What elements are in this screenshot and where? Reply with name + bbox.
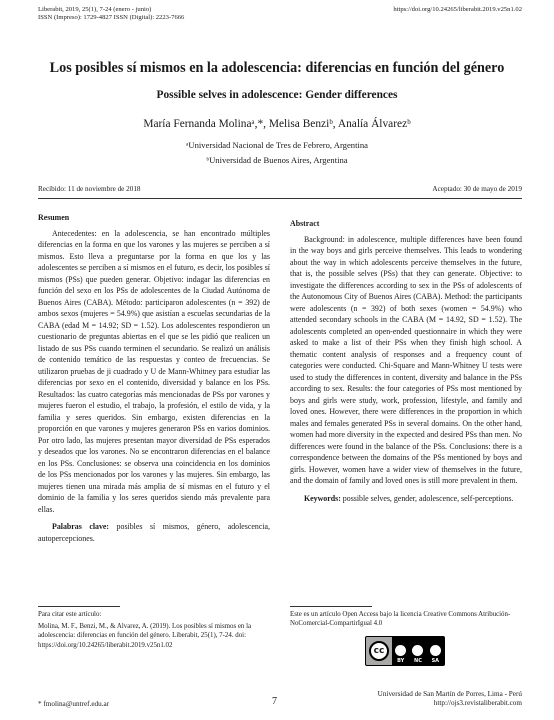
abstract-keywords-text: possible selves, gender, adolescence, self-perceptions. xyxy=(340,493,514,503)
publisher-url[interactable]: http://ojs3.revistaliberabit.com xyxy=(433,699,522,707)
header-divider xyxy=(38,198,522,199)
resumen-section xyxy=(38,212,270,544)
cc-by-icon xyxy=(395,645,406,664)
corresponding-email[interactable]: * fmolina@untref.edu.ar xyxy=(38,700,110,708)
nc-dollar-icon xyxy=(412,645,423,656)
journal-citation: Liberabit, 2019, 25(1), 7-24 (enero - junio) xyxy=(38,6,152,13)
sa-share-icon xyxy=(430,645,441,656)
cc-sa-icon xyxy=(430,645,441,664)
abstract-body: Background: in adolescence, multiple differences have been found in the way boys and girls perceive themselves. This leads to wondering about the way in which adolescents perceive themselves in the future, that is, the possible selves (PSs) that they can generate. Objective: to investigate the differences according to sex in the PSs of adolescents of the Autonomous City of Buenos Aires (CABA). Method: the participants were adolescents (n = 392) of both sexes (women = 54.9%) who attended secondary schools in the CABA (M = 14.92, SD = 1.52). The adolescents completed an open-ended questionnaire in which they were asked to make a list of their PSs when they finish high school. A thematic content analysis of responses and a frequency count of categories were conducted. Chi-Square and Mann-Whitney U tests were used to study the differences in content, diversity and balance in the PSs according to sex. Results: the four categories of PSs most mentioned by boys and girls were study, work, profession, lifestyle, and family and loved ones. However, there were differences in the proportion in which males and females generated PSs in several domains. On the other hand, women had more diversity in the expected and desired PSs than men. No differences were found in the balance of the PSs. Conclusions: there is a correspondence between the domains of the PSs mentioned by boys and girls. However, women have a wider view of themselves in the future, and the domain of family and loved ones is still more prevalent in them. xyxy=(290,234,522,485)
cc-logo-text: cc xyxy=(369,641,389,661)
citation-text: Molina, M. F., Benzi, M., & Alvarez, A. (2019). Los posibles sí mismos en la adolescencia: diferencias en función del género. Liberabit, 25(1), 7-24. doi: https://doi.org/10.24265/liberabit.2019.v25n1.02 xyxy=(38,623,252,649)
received-date: Recibido: 11 de noviembre de 2018 xyxy=(38,185,141,193)
author-list: María Fernanda Molinaᵃ,*, Melisa Benziᵇ, Analía Álvarezᵇ xyxy=(143,118,411,130)
resumen-keywords-text: posibles sí mismos, género, adolescencia, autopercepciones. xyxy=(38,522,270,543)
cc-logo-icon xyxy=(366,637,392,665)
affiliation-b: ᵇUniversidad de Buenos Aires, Argentina xyxy=(206,155,348,165)
cc-terms-strip xyxy=(392,637,444,665)
issn-line: ISSN (Impreso): 1729-4827 ISSN (Digital): 2223-7666 xyxy=(38,14,185,22)
citation-block xyxy=(38,610,270,650)
article-subtitle: Possible selves in adolescence: Gender differences xyxy=(156,89,398,101)
by-label: BY xyxy=(397,658,405,664)
affiliation-a: ᵃUniversidad Nacional de Tres de Febrero, Argentina xyxy=(186,140,368,150)
article-title: Los posibles sí mismos en la adolescencia: diferencias en función del género xyxy=(49,60,505,76)
header-doi-link[interactable]: https://doi.org/10.24265/liberabit.2019.v25n1.02 xyxy=(393,6,522,13)
resumen-keywords xyxy=(38,521,270,544)
cc-nc-icon xyxy=(412,645,423,664)
cc-license-badge[interactable] xyxy=(365,636,445,666)
accepted-date: Aceptado: 30 de mayo de 2019 xyxy=(432,185,522,193)
publisher-name: Universidad de San Martín de Porres, Lima - Perú xyxy=(377,690,522,698)
page-number: 7 xyxy=(272,696,277,707)
abstract-keywords xyxy=(290,493,522,505)
resumen-keywords-label: Palabras clave: xyxy=(52,522,110,531)
sa-label: SA xyxy=(431,658,440,664)
citation-rule xyxy=(38,606,120,607)
abstract-heading: Abstract xyxy=(290,219,320,228)
license-text: Este es un artículo Open Access bajo la licencia Creative Commons Atribución-NoComercial-CompartirIgual 4.0 xyxy=(290,611,511,628)
publisher-block xyxy=(378,690,522,708)
abstract-section xyxy=(290,218,522,504)
resumen-heading: Resumen xyxy=(38,213,70,222)
license-rule xyxy=(290,606,372,607)
journal-header xyxy=(38,6,184,22)
nc-label: NC xyxy=(414,658,422,664)
citation-label: Para citar este artículo: xyxy=(38,611,102,618)
resumen-body: Antecedentes: en la adolescencia, se han encontrado múltiples diferencias en la forma en que los varones y las mujeres se perciben a sí mismos. Esto lleva a preguntarse por la forma en que los y las adolescentes se perciben a sí mismos en el futuro, es decir, los posibles sí mismos (PSs) que pueden generar. Objetivo: indagar las diferencias en función del sexo en los PSs de adolescentes de la Ciudad Autónoma de Buenos Aires (CABA). Método: participaron adolescentes (n = 392) de ambos sexos (mujeres = 54.9%) que asistían a escuelas secundarias de la CABA (edad M = 14.92; SD = 1.52). Los adolescentes respondieron un cuestionario de preguntas abiertas en el que se les pidió que realicen un listado de sus PSs cuando terminen el secundario. Se realizó un análisis de contenido temático de las respuestas y conteo de frecuencias. Se utilizaron pruebas de ji cuadrado y U de Mann-Whitney para estudiar las diferencias por sexo en el contenido, diversidad y balance en los PSs. Resultados: las cuatro categorías más mencionadas de PSs por varones y mujeres fueron el estudio, el trabajo, la profesión, el estilo de vida, y la familia y seres queridos. Sin embargo, existen diferencias en la proporción en que varones y mujeres generaron PSs en varios dominios. Por otro lado, las mujeres presentan mayor diversidad de PSs esperados y deseados que los varones. No se encontraron diferencias en el balance en los PSs. Conclusiones: se observa una coincidencia en los dominios de los PSs mencionados por los varones y las mujeres. Sin embargo, las mujeres tienen una mirada más amplia de sí mismas en el futuro y el dominio de la familia y los seres queridos siendo más prevalente para ellas. xyxy=(38,228,270,514)
by-person-icon xyxy=(395,645,406,656)
abstract-keywords-label: Keywords: xyxy=(304,493,341,503)
